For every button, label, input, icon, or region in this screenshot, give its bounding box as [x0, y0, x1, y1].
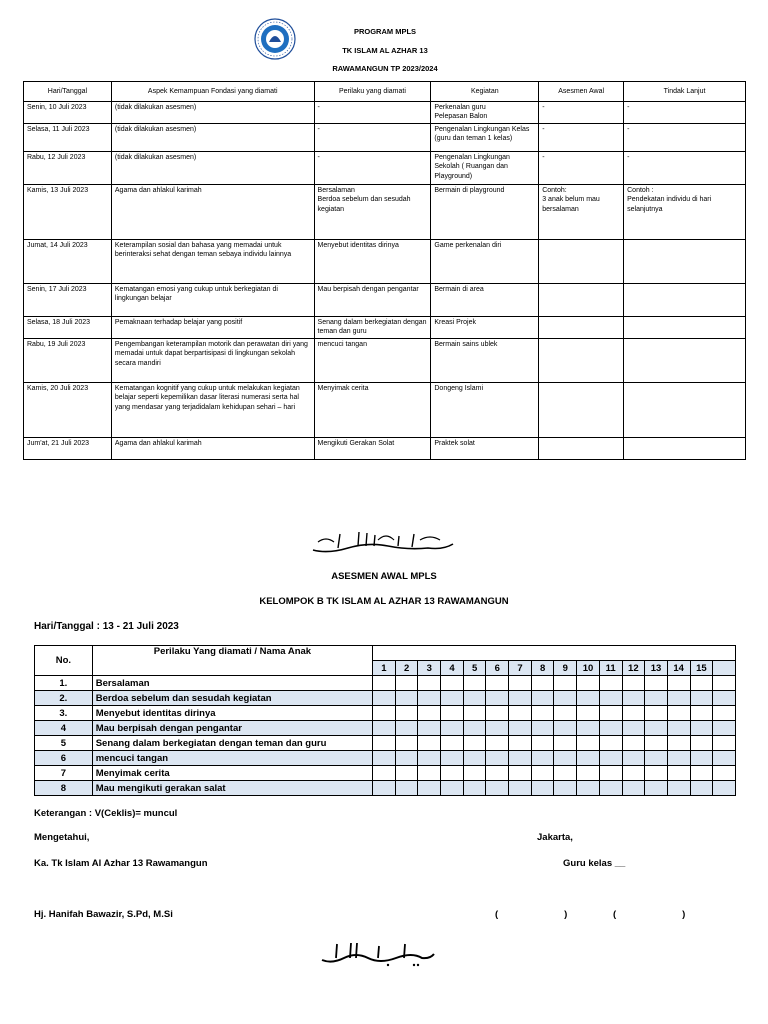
check-cell[interactable] [463, 736, 486, 751]
check-cell[interactable] [713, 766, 736, 781]
check-cell[interactable] [373, 781, 396, 796]
check-cell[interactable] [622, 691, 645, 706]
child-number: 10 [577, 661, 600, 676]
check-cell[interactable] [486, 736, 509, 751]
assessment-row-label: Menyimak cerita [92, 766, 372, 781]
check-cell[interactable] [554, 691, 577, 706]
check-cell[interactable] [645, 721, 668, 736]
program-cell: Selasa, 18 Juli 2023 [24, 317, 112, 339]
program-cell: - [314, 124, 431, 152]
check-cell[interactable] [418, 691, 441, 706]
head-name: Hj. Hanifah Bawazir, S.Pd, M.Si [34, 909, 173, 920]
program-cell: Bersalaman Berdoa sebelum dan sesudah kegiatan [314, 185, 431, 240]
check-cell[interactable] [645, 706, 668, 721]
check-cell[interactable] [667, 676, 690, 691]
check-cell[interactable] [554, 766, 577, 781]
program-cell: Pemaknaan terhadap belajar yang positif [111, 317, 314, 339]
child-number: 7 [509, 661, 532, 676]
check-cell[interactable] [690, 736, 713, 751]
check-cell[interactable] [509, 706, 532, 721]
program-cell: Pengenalan Lingkungan Sekolah ( Ruangan dan Playground) [431, 152, 539, 185]
check-cell[interactable] [463, 781, 486, 796]
assessment-row-no: 1. [35, 676, 93, 691]
assessment-table [34, 645, 736, 796]
check-cell[interactable] [486, 781, 509, 796]
program-cell: Contoh : Pendekatan individu di hari selanjutnya [624, 185, 746, 240]
check-cell[interactable] [486, 721, 509, 736]
assessment-row-no: 2. [35, 691, 93, 706]
check-cell[interactable] [690, 676, 713, 691]
child-number: 15 [690, 661, 713, 676]
check-cell[interactable] [531, 781, 554, 796]
check-cell[interactable] [441, 781, 464, 796]
program-cell: Keterampilan sosial dan bahasa yang memadai untuk berinteraksi sehat dengan teman sebaya individu lainnya [111, 240, 314, 284]
program-cell: Kreasi Projek [431, 317, 539, 339]
program-cell: - [314, 152, 431, 185]
check-cell[interactable] [713, 691, 736, 706]
program-cell: Senin, 10 Juli 2023 [24, 102, 112, 124]
program-table [23, 81, 746, 460]
check-cell[interactable] [599, 736, 622, 751]
check-cell[interactable] [509, 766, 532, 781]
check-cell[interactable] [577, 751, 600, 766]
check-cell[interactable] [622, 766, 645, 781]
program-row [24, 124, 746, 152]
program-cell: Kamis, 13 Juli 2023 [24, 185, 112, 240]
program-row [24, 339, 746, 383]
program-cell [539, 240, 624, 284]
program-cell: (tidak dilakukan asesmen) [111, 102, 314, 124]
check-cell[interactable] [418, 706, 441, 721]
program-cell: Agama dan ahlakul karimah [111, 185, 314, 240]
program-row [24, 284, 746, 317]
check-cell[interactable] [463, 676, 486, 691]
check-cell[interactable] [599, 781, 622, 796]
check-cell[interactable] [554, 721, 577, 736]
program-cell: Rabu, 19 Juli 2023 [24, 339, 112, 383]
check-cell[interactable] [486, 691, 509, 706]
check-cell[interactable] [599, 676, 622, 691]
program-row [24, 317, 746, 339]
program-cell: - [624, 124, 746, 152]
assessment-row [35, 691, 736, 706]
assessment-row-no: 6 [35, 751, 93, 766]
check-cell[interactable] [690, 691, 713, 706]
program-cell: (tidak dilakukan asesmen) [111, 124, 314, 152]
check-cell[interactable] [713, 676, 736, 691]
program-cell: Game perkenalan diri [431, 240, 539, 284]
assessment-row-no: 3. [35, 706, 93, 721]
program-cell [624, 284, 746, 317]
check-cell[interactable] [418, 721, 441, 736]
check-cell[interactable] [463, 721, 486, 736]
check-cell[interactable] [554, 751, 577, 766]
child-number: 5 [463, 661, 486, 676]
program-cell: (tidak dilakukan asesmen) [111, 152, 314, 185]
check-cell[interactable] [395, 751, 418, 766]
check-cell[interactable] [531, 766, 554, 781]
check-cell[interactable] [645, 781, 668, 796]
program-cell: Mau berpisah dengan pengantar [314, 284, 431, 317]
check-cell[interactable] [690, 781, 713, 796]
check-cell[interactable] [441, 721, 464, 736]
program-row [24, 240, 746, 284]
check-cell[interactable] [667, 751, 690, 766]
child-number: 2 [395, 661, 418, 676]
program-cell: Senang dalam berkegiatan dengan teman dan guru [314, 317, 431, 339]
program-cell [539, 284, 624, 317]
program-cell: Kematangan kognitif yang cukup untuk melakukan kegiatan belajar seperti kepemilikan dasar literasi numerasi serta hal yang mendasar yang terjadidalam kehidupan sehari – hari [111, 383, 314, 438]
check-cell[interactable] [599, 706, 622, 721]
check-cell[interactable] [577, 691, 600, 706]
check-cell[interactable] [373, 721, 396, 736]
assessment-row [35, 676, 736, 691]
check-cell[interactable] [441, 751, 464, 766]
check-cell[interactable] [509, 736, 532, 751]
program-col-header: Asesmen Awal [539, 82, 624, 102]
city-label: Jakarta, [537, 832, 573, 843]
check-cell[interactable] [667, 706, 690, 721]
check-cell[interactable] [713, 706, 736, 721]
assessment-title: ASESMEN AWAL MPLS [331, 571, 437, 582]
program-cell: Jumat, 14 Juli 2023 [24, 240, 112, 284]
program-cell: - [539, 102, 624, 124]
program-cell [624, 240, 746, 284]
program-col-header: Hari/Tanggal [24, 82, 112, 102]
check-cell[interactable] [713, 781, 736, 796]
program-cell: Kamis, 20 Juli 2023 [24, 383, 112, 438]
header-spacer [373, 646, 736, 661]
check-cell[interactable] [645, 751, 668, 766]
child-number: 13 [645, 661, 668, 676]
check-cell[interactable] [554, 736, 577, 751]
check-cell[interactable] [622, 781, 645, 796]
program-cell: Praktek solat [431, 438, 539, 460]
child-number: 12 [622, 661, 645, 676]
child-number: 3 [418, 661, 441, 676]
assessment-row-label: Mau berpisah dengan pengantar [92, 721, 372, 736]
check-cell[interactable] [395, 781, 418, 796]
check-cell[interactable] [645, 766, 668, 781]
program-col-header: Kegiatan [431, 82, 539, 102]
program-cell: Perkenalan guru Pelepasan Balon [431, 102, 539, 124]
check-cell[interactable] [441, 706, 464, 721]
program-cell [539, 317, 624, 339]
program-cell: Pengembangan keterampilan motorik dan perawatan diri yang memadai untuk dapat berpartisipasi di lingkungan sekolah secara mandiri [111, 339, 314, 383]
program-cell: - [314, 102, 431, 124]
program-cell: Bermain di playground [431, 185, 539, 240]
program-cell: Jum'at, 21 Juli 2023 [24, 438, 112, 460]
check-cell[interactable] [599, 691, 622, 706]
child-number: 8 [531, 661, 554, 676]
check-cell[interactable] [713, 736, 736, 751]
check-cell[interactable] [622, 706, 645, 721]
program-cell: Contoh: 3 anak belum mau bersalaman [539, 185, 624, 240]
child-number: 4 [441, 661, 464, 676]
check-cell[interactable] [373, 706, 396, 721]
check-cell[interactable] [667, 721, 690, 736]
program-cell: Rabu, 12 Juli 2023 [24, 152, 112, 185]
program-title: PROGRAM MPLS [353, 27, 417, 36]
check-cell[interactable] [395, 691, 418, 706]
alhamdulillah-calligraphy [318, 938, 438, 968]
check-cell[interactable] [599, 751, 622, 766]
assessment-subtitle: KELOMPOK B TK ISLAM AL AZHAR 13 RAWAMANGUN [259, 596, 509, 607]
check-cell[interactable] [395, 676, 418, 691]
program-cell: Menyebut identitas dirinya [314, 240, 431, 284]
head-title: Ka. Tk Islam Al Azhar 13 Rawamangun [34, 858, 208, 869]
check-cell[interactable] [599, 721, 622, 736]
legend-note: Keterangan : V(Ceklis)= muncul [34, 808, 178, 819]
program-row [24, 438, 746, 460]
check-cell[interactable] [531, 691, 554, 706]
assessment-row-label: mencuci tangan [92, 751, 372, 766]
check-cell[interactable] [645, 691, 668, 706]
assessment-row-no: 5 [35, 736, 93, 751]
program-cell: Selasa, 11 Juli 2023 [24, 124, 112, 152]
check-cell[interactable] [395, 721, 418, 736]
assessment-row [35, 751, 736, 766]
assessment-date: Hari/Tanggal : 13 - 21 Juli 2023 [34, 621, 179, 632]
check-cell[interactable] [690, 751, 713, 766]
program-cell: Dongeng Islami [431, 383, 539, 438]
check-cell[interactable] [531, 751, 554, 766]
check-cell[interactable] [418, 781, 441, 796]
check-cell[interactable] [690, 721, 713, 736]
check-cell[interactable] [509, 676, 532, 691]
check-cell[interactable] [463, 691, 486, 706]
child-number: 1 [373, 661, 396, 676]
check-cell[interactable] [486, 751, 509, 766]
check-cell[interactable] [509, 691, 532, 706]
program-cell: - [624, 102, 746, 124]
check-cell[interactable] [645, 676, 668, 691]
program-cell: Pengenalan Lingkungan Kelas (guru dan teman 1 kelas) [431, 124, 539, 152]
check-cell[interactable] [667, 766, 690, 781]
check-cell[interactable] [441, 766, 464, 781]
program-cell [539, 438, 624, 460]
program-cell: Agama dan ahlakul karimah [111, 438, 314, 460]
check-cell[interactable] [622, 676, 645, 691]
check-cell[interactable] [531, 706, 554, 721]
assessment-row [35, 721, 736, 736]
assessment-row [35, 736, 736, 751]
program-cell: Senin, 17 Juli 2023 [24, 284, 112, 317]
check-cell[interactable] [395, 736, 418, 751]
assessment-row-label: Menyebut identitas dirinya [92, 706, 372, 721]
program-cell [624, 339, 746, 383]
program-cell: mencuci tangan [314, 339, 431, 383]
check-cell[interactable] [554, 781, 577, 796]
check-cell[interactable] [373, 766, 396, 781]
assessment-row-label: Mau mengikuti gerakan salat [92, 781, 372, 796]
acknowledged-label: Mengetahui, [34, 832, 90, 843]
program-cell [539, 383, 624, 438]
program-col-header: Tindak Lanjut [624, 82, 746, 102]
program-cell [624, 438, 746, 460]
program-col-header: Perilaku yang diamati [314, 82, 431, 102]
check-cell[interactable] [509, 721, 532, 736]
check-cell[interactable] [373, 736, 396, 751]
assessment-row-no: 4 [35, 721, 93, 736]
check-cell[interactable] [463, 766, 486, 781]
signature-bracket-2: ( ) [613, 909, 686, 920]
check-cell[interactable] [577, 706, 600, 721]
program-cell [624, 383, 746, 438]
school-name: TK ISLAM AL AZHAR 13 [342, 46, 428, 55]
program-col-header: Aspek Kemampuan Fondasi yang diamati [111, 82, 314, 102]
check-cell[interactable] [713, 721, 736, 736]
check-cell[interactable] [373, 691, 396, 706]
assessment-row-label: Bersalaman [92, 676, 372, 691]
child-number: 6 [486, 661, 509, 676]
program-row [24, 102, 746, 124]
check-cell[interactable] [554, 676, 577, 691]
check-cell[interactable] [441, 736, 464, 751]
assessment-row-label: Senang dalam berkegiatan dengan teman dan guru [92, 736, 372, 751]
check-cell[interactable] [577, 721, 600, 736]
teacher-title: Guru kelas __ [563, 858, 626, 869]
program-cell: Kematangan emosi yang cukup untuk berkegiatan di lingkungan belajar [111, 284, 314, 317]
program-cell: - [539, 152, 624, 185]
col-no: No. [35, 646, 93, 676]
school-year: RAWAMANGUN TP 2023/2024 [332, 64, 438, 73]
program-cell: Bermain di area [431, 284, 539, 317]
check-cell[interactable] [622, 751, 645, 766]
program-cell: Menyimak cerita [314, 383, 431, 438]
assessment-row [35, 706, 736, 721]
program-cell: - [624, 152, 746, 185]
child-number [713, 661, 736, 676]
check-cell[interactable] [622, 736, 645, 751]
check-cell[interactable] [509, 751, 532, 766]
assessment-row [35, 781, 736, 796]
check-cell[interactable] [418, 751, 441, 766]
check-cell[interactable] [531, 721, 554, 736]
check-cell[interactable] [645, 736, 668, 751]
check-cell[interactable] [554, 706, 577, 721]
program-cell: Bermain sains ublek [431, 339, 539, 383]
basmala-calligraphy [308, 524, 458, 558]
check-cell[interactable] [463, 706, 486, 721]
program-cell: - [539, 124, 624, 152]
child-number: 9 [554, 661, 577, 676]
check-cell[interactable] [667, 691, 690, 706]
check-cell[interactable] [577, 676, 600, 691]
program-row [24, 152, 746, 185]
check-cell[interactable] [418, 676, 441, 691]
check-cell[interactable] [713, 751, 736, 766]
assessment-row-no: 7 [35, 766, 93, 781]
program-row [24, 383, 746, 438]
check-cell[interactable] [577, 781, 600, 796]
check-cell[interactable] [418, 766, 441, 781]
check-cell[interactable] [690, 706, 713, 721]
program-row [24, 185, 746, 240]
check-cell[interactable] [373, 676, 396, 691]
col-behavior: Perilaku Yang diamati / Nama Anak [92, 646, 372, 676]
check-cell[interactable] [531, 676, 554, 691]
program-cell [539, 339, 624, 383]
check-cell[interactable] [395, 766, 418, 781]
assessment-row [35, 766, 736, 781]
check-cell[interactable] [486, 766, 509, 781]
check-cell[interactable] [509, 781, 532, 796]
check-cell[interactable] [418, 736, 441, 751]
check-cell[interactable] [577, 736, 600, 751]
signature-bracket-1: ( ) [495, 909, 568, 920]
check-cell[interactable] [395, 706, 418, 721]
check-cell[interactable] [531, 736, 554, 751]
child-number: 14 [667, 661, 690, 676]
assessment-row-label: Berdoa sebelum dan sesudah kegiatan [92, 691, 372, 706]
check-cell[interactable] [486, 676, 509, 691]
child-number: 11 [599, 661, 622, 676]
check-cell[interactable] [441, 691, 464, 706]
program-cell [624, 317, 746, 339]
check-cell[interactable] [463, 751, 486, 766]
check-cell[interactable] [577, 766, 600, 781]
check-cell[interactable] [667, 736, 690, 751]
assessment-row-no: 8 [35, 781, 93, 796]
check-cell[interactable] [690, 766, 713, 781]
program-cell: Mengikuti Gerakan Solat [314, 438, 431, 460]
check-cell[interactable] [667, 781, 690, 796]
check-cell[interactable] [441, 676, 464, 691]
check-cell[interactable] [622, 721, 645, 736]
check-cell[interactable] [373, 751, 396, 766]
check-cell[interactable] [599, 766, 622, 781]
check-cell[interactable] [486, 706, 509, 721]
